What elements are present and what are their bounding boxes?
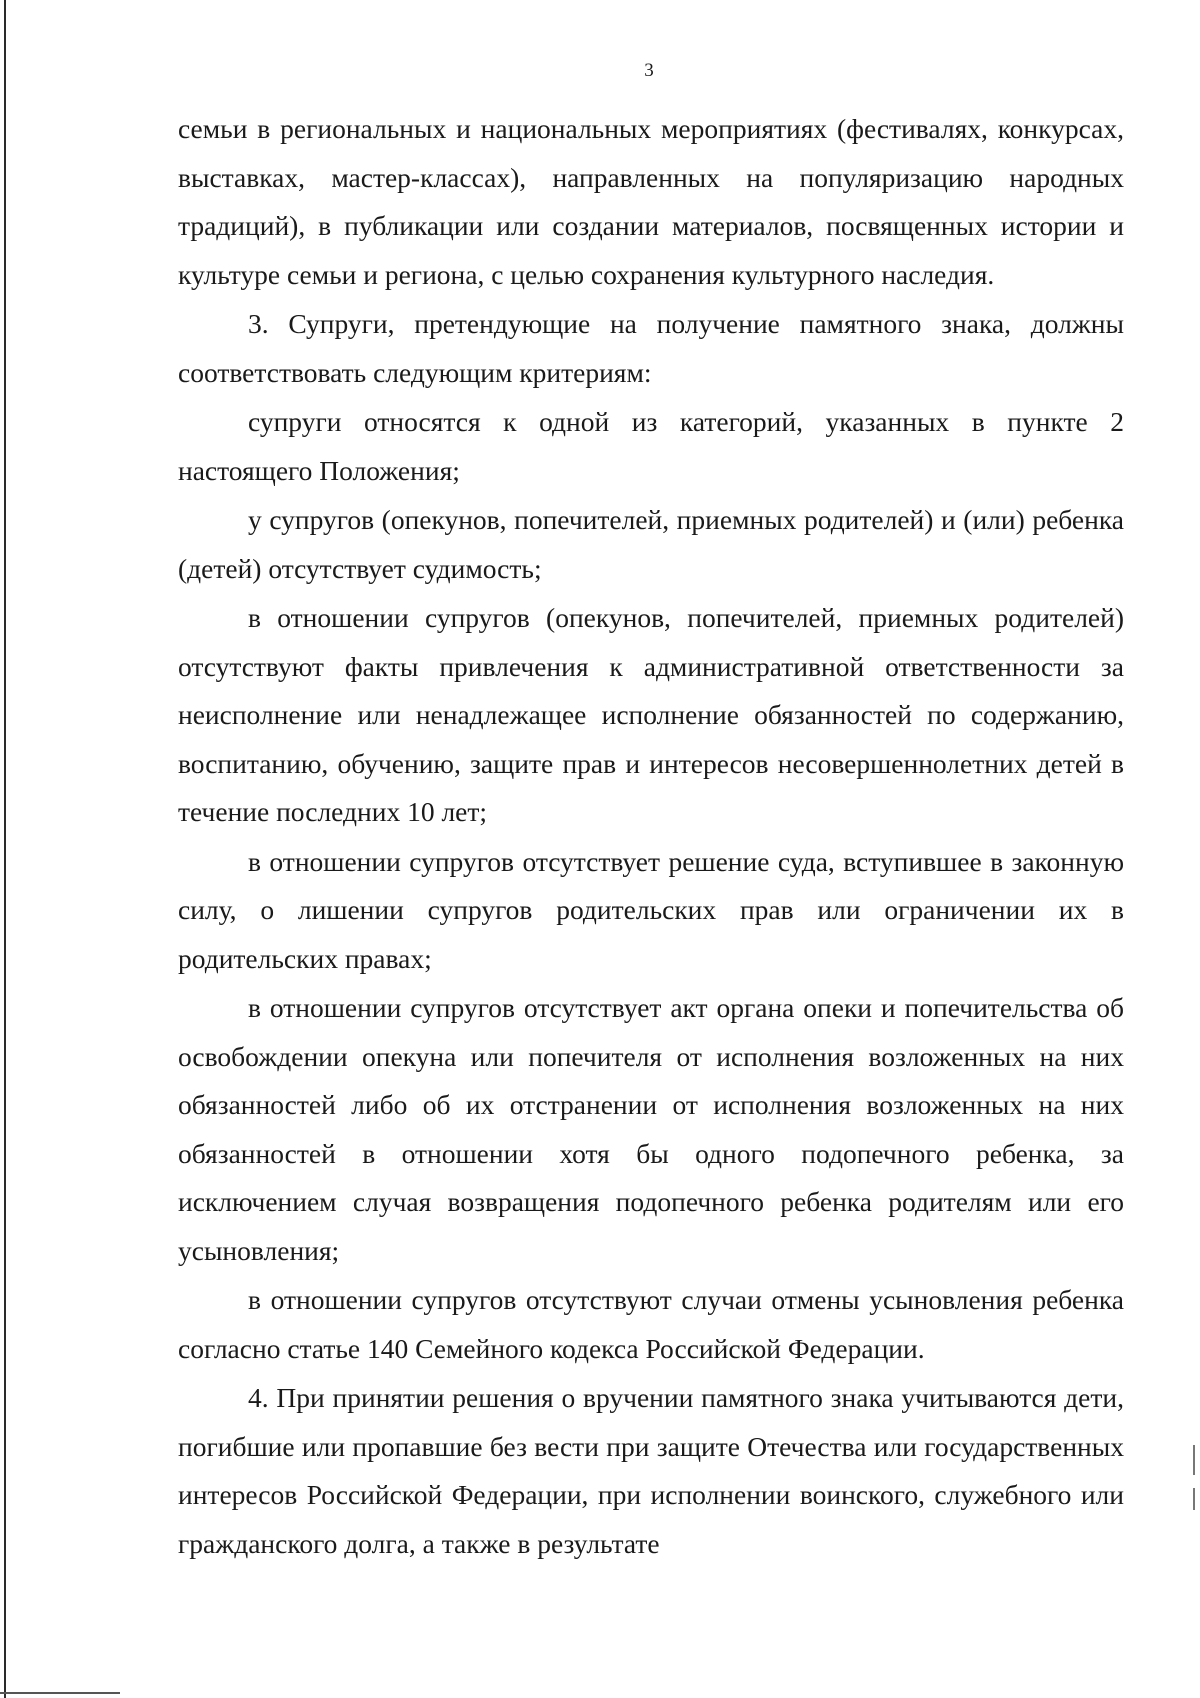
paragraph-criterion-category: супруги относятся к одной из категорий, указанных в пункте 2 настоящего Положения; xyxy=(178,406,1124,486)
paragraph-continuation: семьи в региональных и национальных мероприятиях (фестивалях, конкурсах, выставках, мастер-классах), направленных на популяризацию народных традиций), в публикации или создании материалов, посвященных истории и культуре семьи и региона, с целью сохранения культурного наследия. xyxy=(178,113,1124,290)
paragraph-criterion-court: в отношении супругов отсутствует решение суда, вступившее в законную силу, о лишении супругов родительских прав или ограничении их в родительских правах; xyxy=(178,845,1124,974)
paragraph-4: 4. При принятии решения о вручении памятного знака учитываются дети, погибшие или пропавшие без вести при защите Отечества или государственных интересов Российской Федерации, при исполнении воинского, служебного или гражданского долга, а также в результате xyxy=(178,1382,1124,1559)
page-number: 3 xyxy=(644,60,654,81)
paragraph-criterion-guardianship: в отношении супругов отсутствует акт органа опеки и попечительства об освобождении опекуна или попечителя от исполнения возложенных на них обязанностей либо об их отстранении от исполнения возложенных на них обязанностей в отношении хотя бы одного подопечного ребенка, за исключением случая возвращения подопечного ребенка родителям или его усыновления; xyxy=(178,992,1124,1266)
paragraph-criterion-adoption: в отношении супругов отсутствуют случаи отмены усыновления ребенка согласно статье 140 Семейного кодекса Российской Федерации. xyxy=(178,1284,1124,1364)
paragraph-criterion-conviction: у супругов (опекунов, попечителей, приемных родителей) и (или) ребенка (детей) отсутствует судимость; xyxy=(178,504,1124,584)
scan-artifact-right-lower xyxy=(1193,1488,1195,1510)
scan-artifact-right xyxy=(1193,1445,1195,1475)
document-body xyxy=(178,105,1124,1568)
paragraph-3: 3. Супруги, претендующие на получение памятного знака, должны соответствовать следующим критериям: xyxy=(178,308,1124,388)
scan-artifact-bottom xyxy=(0,1692,120,1694)
scan-page-edge xyxy=(4,0,6,1698)
paragraph-criterion-administrative: в отношении супругов (опекунов, попечителей, приемных родителей) отсутствуют факты привлечения к административной ответственности за неисполнение или ненадлежащее исполнение обязанностей по содержанию, воспитанию, обучению, защите прав и интересов несовершеннолетних детей в течение последних 10 лет; xyxy=(178,602,1124,827)
